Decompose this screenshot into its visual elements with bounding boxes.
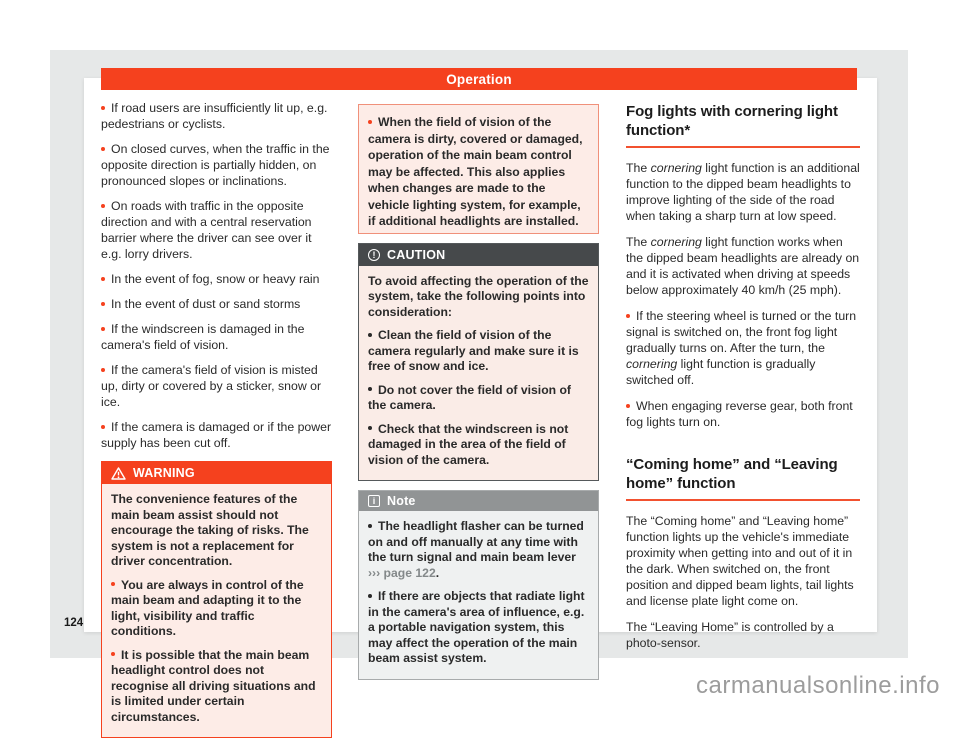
- bullet-icon: [101, 327, 105, 331]
- heading-rule: [626, 146, 860, 148]
- paragraph: The convenience features of the main beam assist should not encourage the taking of risks. The system is not a replacement for driver concentration.: [111, 492, 309, 568]
- section-title: “Coming home” and “Leaving home” function: [626, 456, 838, 492]
- note-box: [358, 490, 599, 680]
- note-header: [359, 491, 598, 511]
- bullet-icon: [101, 277, 105, 281]
- bullet-icon: [101, 106, 105, 110]
- bullet-icon: [626, 314, 630, 318]
- section-title: Fog lights with cornering light function*: [626, 103, 838, 139]
- bullet-icon: [101, 204, 105, 208]
- heading-rule: [626, 499, 860, 501]
- bullet-icon: [368, 120, 372, 124]
- paragraph: When the field of vision of the camera is dirty, covered or damaged, operation of the main beam control may be affected. This also applies when changes are made to the vehicle lighting system, for example, if additional headlights are installed.: [368, 115, 583, 228]
- bullet-icon: [101, 425, 105, 429]
- bullet-icon: [101, 368, 105, 372]
- list-item: Check that the windscreen is not damaged in the area of the field of vision of the camera.: [368, 421, 569, 467]
- bullet-icon: [368, 333, 372, 337]
- list-item: You are always in control of the main beam and adapting it to the light, visibility and traffic conditions.: [111, 577, 304, 638]
- bullet-icon: [101, 147, 105, 151]
- caution-title: CAUTION: [387, 247, 446, 262]
- list-item: In the event of fog, snow or heavy rain: [101, 271, 332, 287]
- warning-triangle-icon: [111, 467, 126, 480]
- warning-body: [102, 484, 331, 737]
- list-item: In the event of dust or sand storms: [101, 296, 332, 312]
- right-column: [626, 78, 860, 661]
- note-info-icon: i: [368, 495, 380, 507]
- note-body: [359, 511, 598, 679]
- list-item: If the camera's field of vision is misted up, dirty or covered by a sticker, snow or ice.: [101, 363, 322, 409]
- camera-notice-box: [358, 104, 599, 234]
- bullet-icon: [368, 387, 372, 391]
- list-item: If the windscreen is damaged in the camera's field of vision.: [101, 322, 305, 352]
- section-coming-home: [626, 456, 860, 651]
- paragraph: The cornering light function works when the dipped beam headlights are already on and it is activated when driving at speeds below approximately 40 km/h (25 mph).: [626, 235, 860, 297]
- page-reference: ››› page 122: [368, 565, 436, 580]
- list-item: If road users are insufficiently lit up, e.g. pedestrians or cyclists.: [101, 101, 328, 131]
- bullet-icon: [368, 594, 372, 598]
- caution-body: [359, 266, 598, 481]
- paragraph: To avoid affecting the operation of the system, take the following points into consideration:: [368, 273, 589, 319]
- caution-box: [358, 243, 599, 482]
- list-item: If the camera is damaged or if the power supply has been cut off.: [101, 420, 332, 450]
- page-title: Operation: [446, 71, 512, 87]
- left-column: [101, 78, 332, 738]
- bullet-icon: [101, 302, 105, 306]
- warning-header: [102, 462, 331, 484]
- section-fog-lights: [626, 103, 860, 430]
- paragraph: The “Leaving Home” is controlled by a photo-sensor.: [626, 620, 834, 650]
- middle-column: [358, 78, 599, 680]
- list-item: On closed curves, when the traffic in the opposite direction is partially hidden, on pronounced slopes or inclinations.: [101, 142, 330, 188]
- list-item: It is possible that the main beam headlight control does not recognise all driving situations and is limited under certain circumstances.: [111, 647, 316, 724]
- caution-header: [359, 244, 598, 266]
- bullet-icon: [368, 426, 372, 430]
- bullet-icon: [626, 404, 630, 408]
- list-item: The headlight flasher can be turned on and off manually at any time with the turn signal and main beam lever ››› page 122.: [368, 519, 584, 580]
- paragraph: The cornering light function is an additional function to the dipped beam headlights to improve lighting of the side of the road when taking a sharp turn at low speed.: [626, 161, 860, 223]
- paragraph: The “Coming home” and “Leaving home” function lights up the vehicle's immediate proximity when getting into and out of it in the dark. When switched on, the front position and dipped beam lights, tail lights and license plate light come on.: [626, 514, 854, 608]
- list-item: If there are objects that radiate light in the camera's area of influence, e.g. a portable navigation system, this may affect the operation of the main beam assist system.: [368, 589, 585, 665]
- list-item: If the steering wheel is turned or the turn signal is switched on, the front fog light gradually turns on. After the turn, the cornering light function is gradually switched off.: [626, 309, 857, 387]
- list-item: Clean the field of vision of the camera regularly and make sure it is free of snow and ice.: [368, 328, 579, 373]
- warning-title: WARNING: [133, 466, 195, 480]
- bullet-icon: [111, 582, 115, 586]
- bullet-icon: [111, 652, 115, 656]
- condition-list: [101, 100, 332, 451]
- note-title: Note: [387, 494, 416, 508]
- list-item: Do not cover the field of vision of the camera.: [368, 382, 571, 412]
- caution-exclamation-icon: !: [368, 249, 380, 261]
- warning-box: [101, 461, 332, 738]
- list-item: On roads with traffic in the opposite direction and with a central reservation barrier where the driver can see over it e.g. lorry drivers.: [101, 199, 312, 261]
- watermark: carmanualsonline.info: [696, 672, 940, 699]
- bullet-icon: [368, 524, 372, 528]
- page-number: 124: [64, 617, 84, 629]
- list-item: When engaging reverse gear, both front fog lights turn on.: [626, 399, 853, 429]
